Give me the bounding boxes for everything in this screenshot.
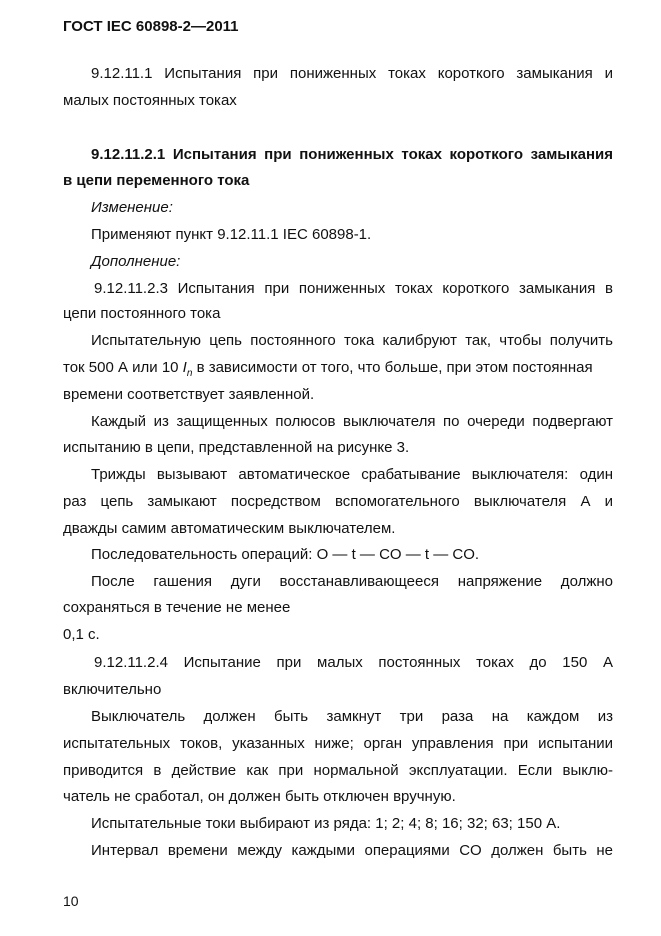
page-number: 10 xyxy=(63,893,79,909)
calibration-text-a: ток 500 А или 10 xyxy=(63,359,183,376)
clause-9-12-11-2-3-line-1: 9.12.11.2.3 Испытания при пониженных токах короткого замыкания в xyxy=(94,280,613,297)
change-label: Изменение: xyxy=(91,199,173,216)
change-text: Применяют пункт 9.12.11.1 IEC 60898-1. xyxy=(91,226,372,243)
current-symbol: I xyxy=(182,359,187,376)
paragraph-closing-line-4: чатель не сработал, он должен быть отключен вручную. xyxy=(63,788,456,805)
clause-9-12-11-2-3-line-2: цепи постоянного тока xyxy=(63,305,221,322)
paragraph-recovery-line-1: После гашения дуги восстанавливающееся напряжение должно xyxy=(91,573,613,590)
clause-9-12-11-1-line-1: 9.12.11.1 Испытания при пониженных токах короткого замыкания и xyxy=(91,65,613,82)
paragraph-closing-line-1: Выключатель должен быть замкнут три раза на каждом из xyxy=(91,708,613,725)
clause-9-12-11-1-line-2: малых постоянных токах xyxy=(63,92,237,109)
paragraph-calibration-line-1: Испытательную цепь постоянного тока калибруют так, чтобы получить xyxy=(91,332,613,349)
clause-heading-9-12-11-2-1-line-1: 9.12.11.2.1 Испытания при пониженных токах короткого замыкания xyxy=(91,146,613,163)
paragraph-calibration-line-2 xyxy=(63,359,593,383)
paragraph-tripping-line-2: раз цепь замыкают посредством вспомогательного выключателя А и xyxy=(63,493,613,510)
paragraph-recovery-line-2: сохраняться в течение не менее xyxy=(63,599,291,616)
document-header: ГОСТ IEC 60898-2—2011 xyxy=(63,18,239,35)
paragraph-interval: Интервал времени между каждыми операциями CO должен быть не xyxy=(91,842,613,859)
paragraph-closing-line-2: испытательных токов, указанных ниже; орган управления при испытании xyxy=(63,735,613,752)
calibration-text-b: в зависимости от того, что больше, при этом постоянная xyxy=(192,359,593,376)
paragraph-poles-line-1: Каждый из защищенных полюсов выключателя по очереди подвергают xyxy=(91,413,613,430)
clause-9-12-11-2-4-line-2: включительно xyxy=(63,681,162,698)
paragraph-recovery-line-3: 0,1 с. xyxy=(63,626,100,643)
current-symbol-subscript: n xyxy=(186,368,193,379)
paragraph-tripping-line-3: дважды самим автоматическим выключателем. xyxy=(63,520,396,537)
paragraph-closing-line-3: приводится в действие как при нормальной эксплуатации. Если выклю- xyxy=(63,762,613,779)
clause-9-12-11-2-4-line-1: 9.12.11.2.4 Испытание при малых постоянных токах до 150 А xyxy=(94,654,613,671)
paragraph-test-currents: Испытательные токи выбирают из ряда: 1; 2; 4; 8; 16; 32; 63; 150 А. xyxy=(91,815,561,832)
addition-label: Дополнение: xyxy=(91,253,181,270)
paragraph-calibration-line-3: времени соответствует заявленной. xyxy=(63,386,315,403)
paragraph-sequence: Последовательность операций: О — t — CO — t — CO. xyxy=(91,546,480,563)
paragraph-poles-line-2: испытанию в цепи, представленной на рисунке 3. xyxy=(63,439,410,456)
paragraph-tripping-line-1: Трижды вызывают автоматическое срабатывание выключателя: один xyxy=(91,466,613,483)
clause-heading-9-12-11-2-1-line-2: в цепи переменного тока xyxy=(63,172,250,189)
